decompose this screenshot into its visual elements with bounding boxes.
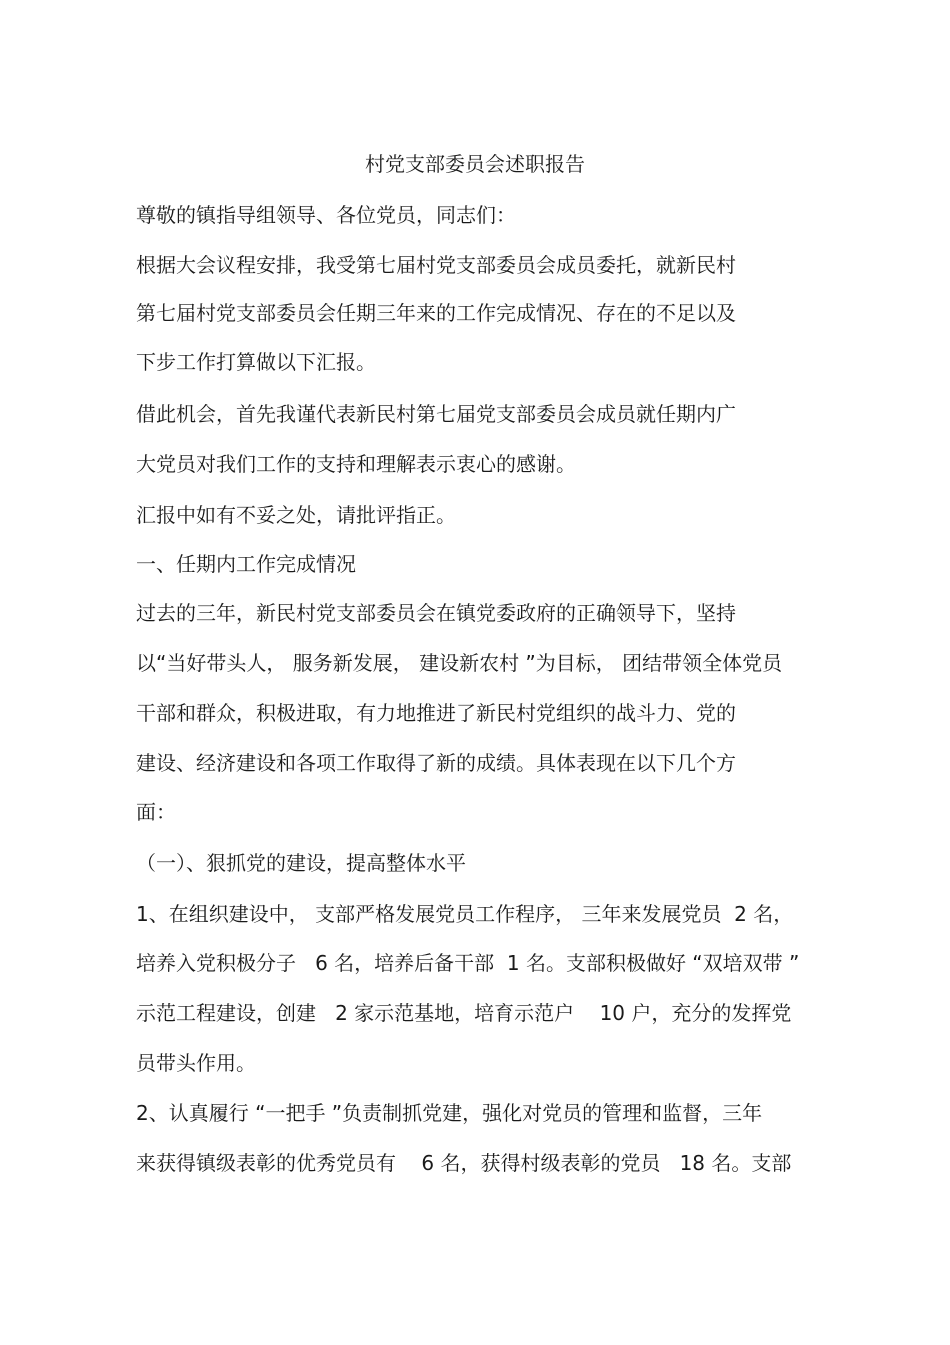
body-line: 面： — [136, 800, 176, 824]
document-title: 村党支部委员会述职报告 — [365, 152, 585, 176]
subsection-heading: （一）、狠抓党的建设，提高整体水平 — [136, 851, 466, 875]
body-line: 建设、经济建设和各项工作取得了新的成绩。具体表现在以下几个方 — [136, 751, 736, 775]
body-line: 大党员对我们工作的支持和理解表示衷心的感谢。 — [136, 452, 576, 476]
body-line: 借此机会，首先我谨代表新民村第七届党支部委员会成员就任期内广 — [136, 402, 736, 426]
body-line: 干部和群众，积极进取，有力地推进了新民村党组织的战斗力、党的 — [136, 701, 736, 725]
body-line: 汇报中如有不妥之处，请批评指正。 — [136, 503, 456, 527]
body-line: 2、认真履行 “一把手 ”负责制抓党建，强化对党员的管理和监督，三年 — [136, 1101, 763, 1125]
body-line: 根据大会议程安排，我受第七届村党支部委员会成员委托，就新民村 — [136, 253, 736, 277]
salutation: 尊敬的镇指导组领导、各位党员，同志们： — [136, 203, 516, 227]
body-line: 1、在组织建设中， 支部严格发展党员工作程序， 三年来发展党员 2 名， — [136, 902, 794, 926]
body-line: 培养入党积极分子 6 名，培养后备干部 1 名。支部积极做好 “双培双带 ” — [136, 951, 800, 975]
body-line: 第七届村党支部委员会任期三年来的工作完成情况、存在的不足以及 — [136, 301, 736, 325]
body-line: 过去的三年，新民村党支部委员会在镇党委政府的正确领导下，坚持 — [136, 601, 736, 625]
body-line: 以“当好带头人， 服务新发展， 建设新农村 ”为目标， 团结带领全体党员 — [136, 651, 783, 675]
body-line: 员带头作用。 — [136, 1051, 256, 1075]
section-heading: 一、任期内工作完成情况 — [136, 552, 356, 576]
body-line: 来获得镇级表彰的优秀党员有 6 名，获得村级表彰的党员 18 名。支部 — [136, 1151, 792, 1175]
body-line: 示范工程建设，创建 2 家示范基地，培育示范户 10 户，充分的发挥党 — [136, 1001, 792, 1025]
body-line: 下步工作打算做以下汇报。 — [136, 350, 376, 374]
